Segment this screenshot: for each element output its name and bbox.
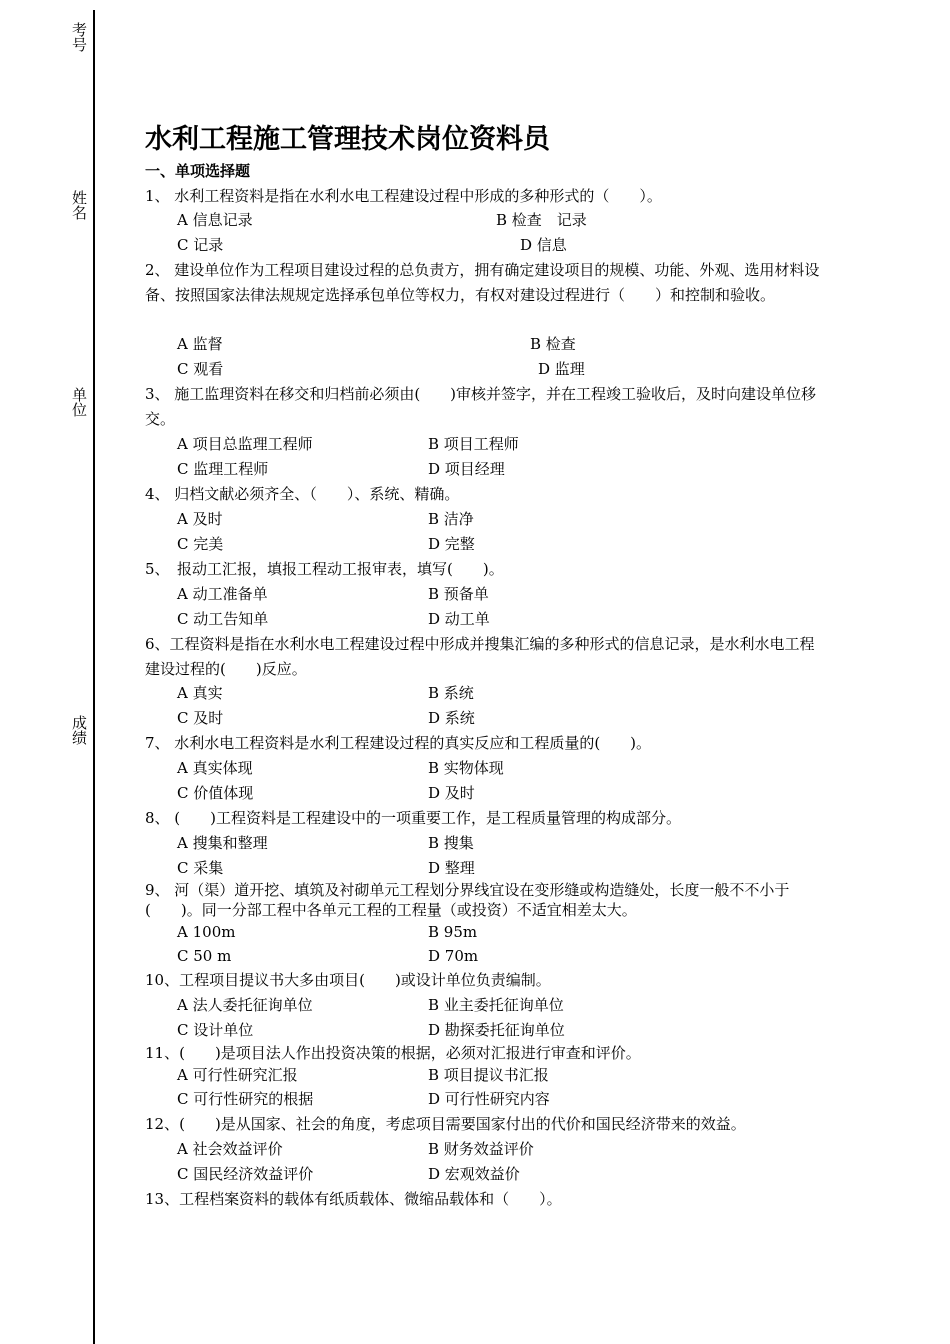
question-13: 13、工程档案资料的载体有纸质载体、微缩品载体和（ ）。 bbox=[145, 1190, 562, 1208]
q3-option-d: D 项目经理 bbox=[428, 460, 505, 478]
q6-option-a: A 真实 bbox=[177, 684, 223, 702]
q11-option-d: D 可行性研究内容 bbox=[428, 1090, 550, 1108]
q12-option-a: A 社会效益评价 bbox=[177, 1140, 283, 1158]
q10-option-c: C 设计单位 bbox=[177, 1021, 254, 1039]
q12-option-d: D 宏观效益价 bbox=[428, 1165, 520, 1183]
q7-option-b: B 实物体现 bbox=[428, 759, 504, 777]
q1-option-b: B 检查 记录 bbox=[496, 211, 587, 229]
q11-option-c: C 可行性研究的根据 bbox=[177, 1090, 314, 1108]
q8-option-b: B 搜集 bbox=[428, 834, 474, 852]
q5-option-a: A 动工准备单 bbox=[177, 585, 268, 603]
binding-line bbox=[93, 10, 95, 1344]
q9-option-c: C 50 m bbox=[177, 947, 232, 965]
q12-option-c: C 国民经济效益评价 bbox=[177, 1165, 314, 1183]
question-1: 1、 水利工程资料是指在水利水电工程建设过程中形成的多种形式的（ ）。 bbox=[145, 187, 662, 205]
question-8: 8、 ( )工程资料是工程建设中的一项重要工作，是工程质量管理的构成部分。 bbox=[145, 809, 682, 827]
q7-option-a: A 真实体现 bbox=[177, 759, 253, 777]
question-2: 2、 建设单位作为工程项目建设过程的总负责方，拥有确定建设项目的规模、功能、外观、选用材料设备、按照国家法律法规规定选择承包单位等权力，有权对建设过程进行（ ）和控制和验收。 bbox=[145, 261, 820, 304]
q8-option-c: C 采集 bbox=[177, 859, 224, 877]
question-9: 9、 河（渠）道开挖、填筑及衬砌单元工程划分界线宜设在变形缝或构造缝处，长度一般不不小于( )。同一分部工程中各单元工程的工程量（或投资）不适宜相差太大。 bbox=[145, 881, 790, 919]
q4-option-a: A 及时 bbox=[177, 510, 223, 528]
q12-option-b: B 财务效益评价 bbox=[428, 1140, 534, 1158]
question-12: 12、( )是从国家、社会的角度，考虑项目需要国家付出的代价和国民经济带来的效益。 bbox=[145, 1115, 746, 1133]
q4-option-b: B 洁净 bbox=[428, 510, 474, 528]
unit-label: 单位 bbox=[70, 387, 88, 417]
score-label: 成绩 bbox=[70, 715, 88, 745]
question-6: 6、工程资料是指在水利水电工程建设过程中形成并搜集汇编的多种形式的信息记录，是水利水电工程建设过程的( )反应。 bbox=[145, 635, 815, 678]
page-title: 水利工程施工管理技术岗位资料员 bbox=[145, 124, 550, 155]
section-heading: 一、单项选择题 bbox=[145, 162, 251, 180]
q9-option-b: B 95m bbox=[428, 923, 478, 941]
q7-option-d: D 及时 bbox=[428, 784, 475, 802]
q5-option-b: B 预备单 bbox=[428, 585, 489, 603]
q11-option-b: B 项目提议书汇报 bbox=[428, 1066, 549, 1084]
q2-option-d: D 监理 bbox=[538, 360, 585, 378]
question-4: 4、 归档文献必须齐全、（ ）、系统、精确。 bbox=[145, 485, 460, 503]
q6-option-d: D 系统 bbox=[428, 709, 475, 727]
q3-option-c: C 监理工程师 bbox=[177, 460, 269, 478]
q4-option-d: D 完整 bbox=[428, 535, 475, 553]
name-label: 姓名 bbox=[70, 190, 88, 220]
q7-option-c: C 价值体现 bbox=[177, 784, 254, 802]
q3-option-a: A 项目总监理工程师 bbox=[177, 435, 313, 453]
q5-option-c: C 动工告知单 bbox=[177, 610, 269, 628]
q10-option-a: A 法人委托征询单位 bbox=[177, 996, 313, 1014]
q3-option-b: B 项目工程师 bbox=[428, 435, 519, 453]
q2-option-a: A 监督 bbox=[177, 335, 223, 353]
q6-option-c: C 及时 bbox=[177, 709, 224, 727]
question-5: 5、 报动工汇报，填报工程动工报审表，填写( )。 bbox=[145, 560, 504, 578]
q10-option-d: D 勘探委托征询单位 bbox=[428, 1021, 565, 1039]
q4-option-c: C 完美 bbox=[177, 535, 224, 553]
q1-option-a: A 信息记录 bbox=[177, 211, 253, 229]
q10-option-b: B 业主委托征询单位 bbox=[428, 996, 564, 1014]
q2-option-b: B 检查 bbox=[530, 335, 576, 353]
q5-option-d: D 动工单 bbox=[428, 610, 490, 628]
question-11: 11、( )是项目法人作出投资决策的根据，必须对汇报进行审查和评价。 bbox=[145, 1044, 641, 1062]
q6-option-b: B 系统 bbox=[428, 684, 474, 702]
q1-option-c: C 记录 bbox=[177, 236, 224, 254]
q2-option-c: C 观看 bbox=[177, 360, 224, 378]
question-7: 7、 水利水电工程资料是水利工程建设过程的真实反应和工程质量的( )。 bbox=[145, 734, 652, 752]
question-10: 10、工程项目提议书大多由项目( )或设计单位负责编制。 bbox=[145, 971, 551, 989]
q8-option-a: A 搜集和整理 bbox=[177, 834, 268, 852]
exam-number-label: 考号 bbox=[70, 22, 88, 52]
question-3: 3、 施工监理资料在移交和归档前必须由( )审核并签字，并在工程竣工验收后，及时向建设单位移交。 bbox=[145, 385, 817, 428]
q8-option-d: D 整理 bbox=[428, 859, 475, 877]
q11-option-a: A 可行性研究汇报 bbox=[177, 1066, 298, 1084]
q9-option-a: A 100m bbox=[177, 923, 236, 941]
q1-option-d: D 信息 bbox=[520, 236, 567, 254]
q9-option-d: D 70m bbox=[428, 947, 479, 965]
